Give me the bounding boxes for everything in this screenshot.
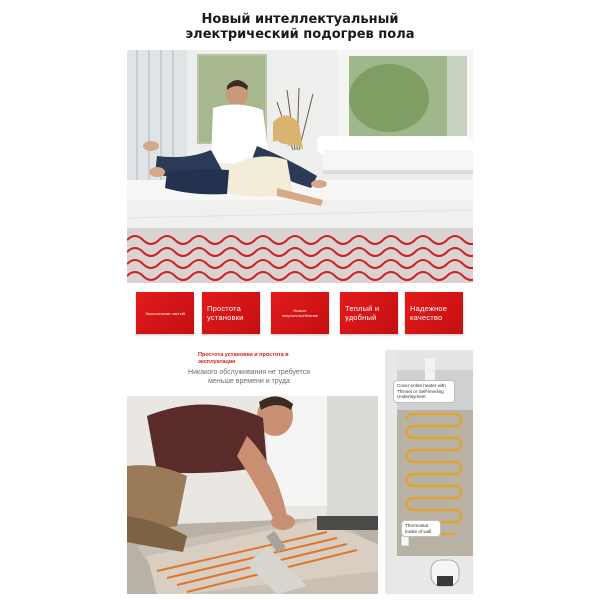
feature-label: Простота установки bbox=[207, 304, 244, 322]
feature-tile-eco bbox=[136, 292, 194, 334]
feature-tile-warm bbox=[340, 292, 398, 334]
feature-tile-easy-install bbox=[202, 292, 260, 334]
callout-cover-text: Cover entire heater with Thinset or Self-leveling Underlayment bbox=[397, 383, 446, 400]
callout-cover bbox=[393, 380, 455, 403]
hero-photo bbox=[127, 50, 473, 283]
installation-photo bbox=[127, 396, 378, 594]
installation-heading: Простота установки и простота в эксплуатации bbox=[198, 352, 289, 365]
feature-tile-quality bbox=[405, 292, 463, 334]
hero-illustration bbox=[127, 50, 473, 283]
feature-label: Надежное качество bbox=[410, 304, 448, 322]
installation-text: Никакого обслуживания не требуется меньше времени и труда bbox=[188, 369, 310, 385]
title-line-1: Новый интеллектуальный bbox=[201, 12, 399, 27]
feature-label: Низкое энергопотребление bbox=[281, 308, 319, 318]
page-title bbox=[0, 12, 600, 42]
feature-label: Экологически чистый bbox=[145, 310, 185, 316]
feature-tile-low-energy bbox=[271, 292, 329, 334]
title-line-2: электрический подогрев пола bbox=[185, 27, 415, 42]
installation-diagram bbox=[385, 350, 473, 594]
feature-label: Теплый и удобный bbox=[345, 304, 380, 322]
worker-illustration bbox=[127, 396, 378, 594]
callout-thermostat-text: Thermostat inside of wall bbox=[405, 523, 432, 534]
callout-thermostat bbox=[401, 520, 441, 537]
